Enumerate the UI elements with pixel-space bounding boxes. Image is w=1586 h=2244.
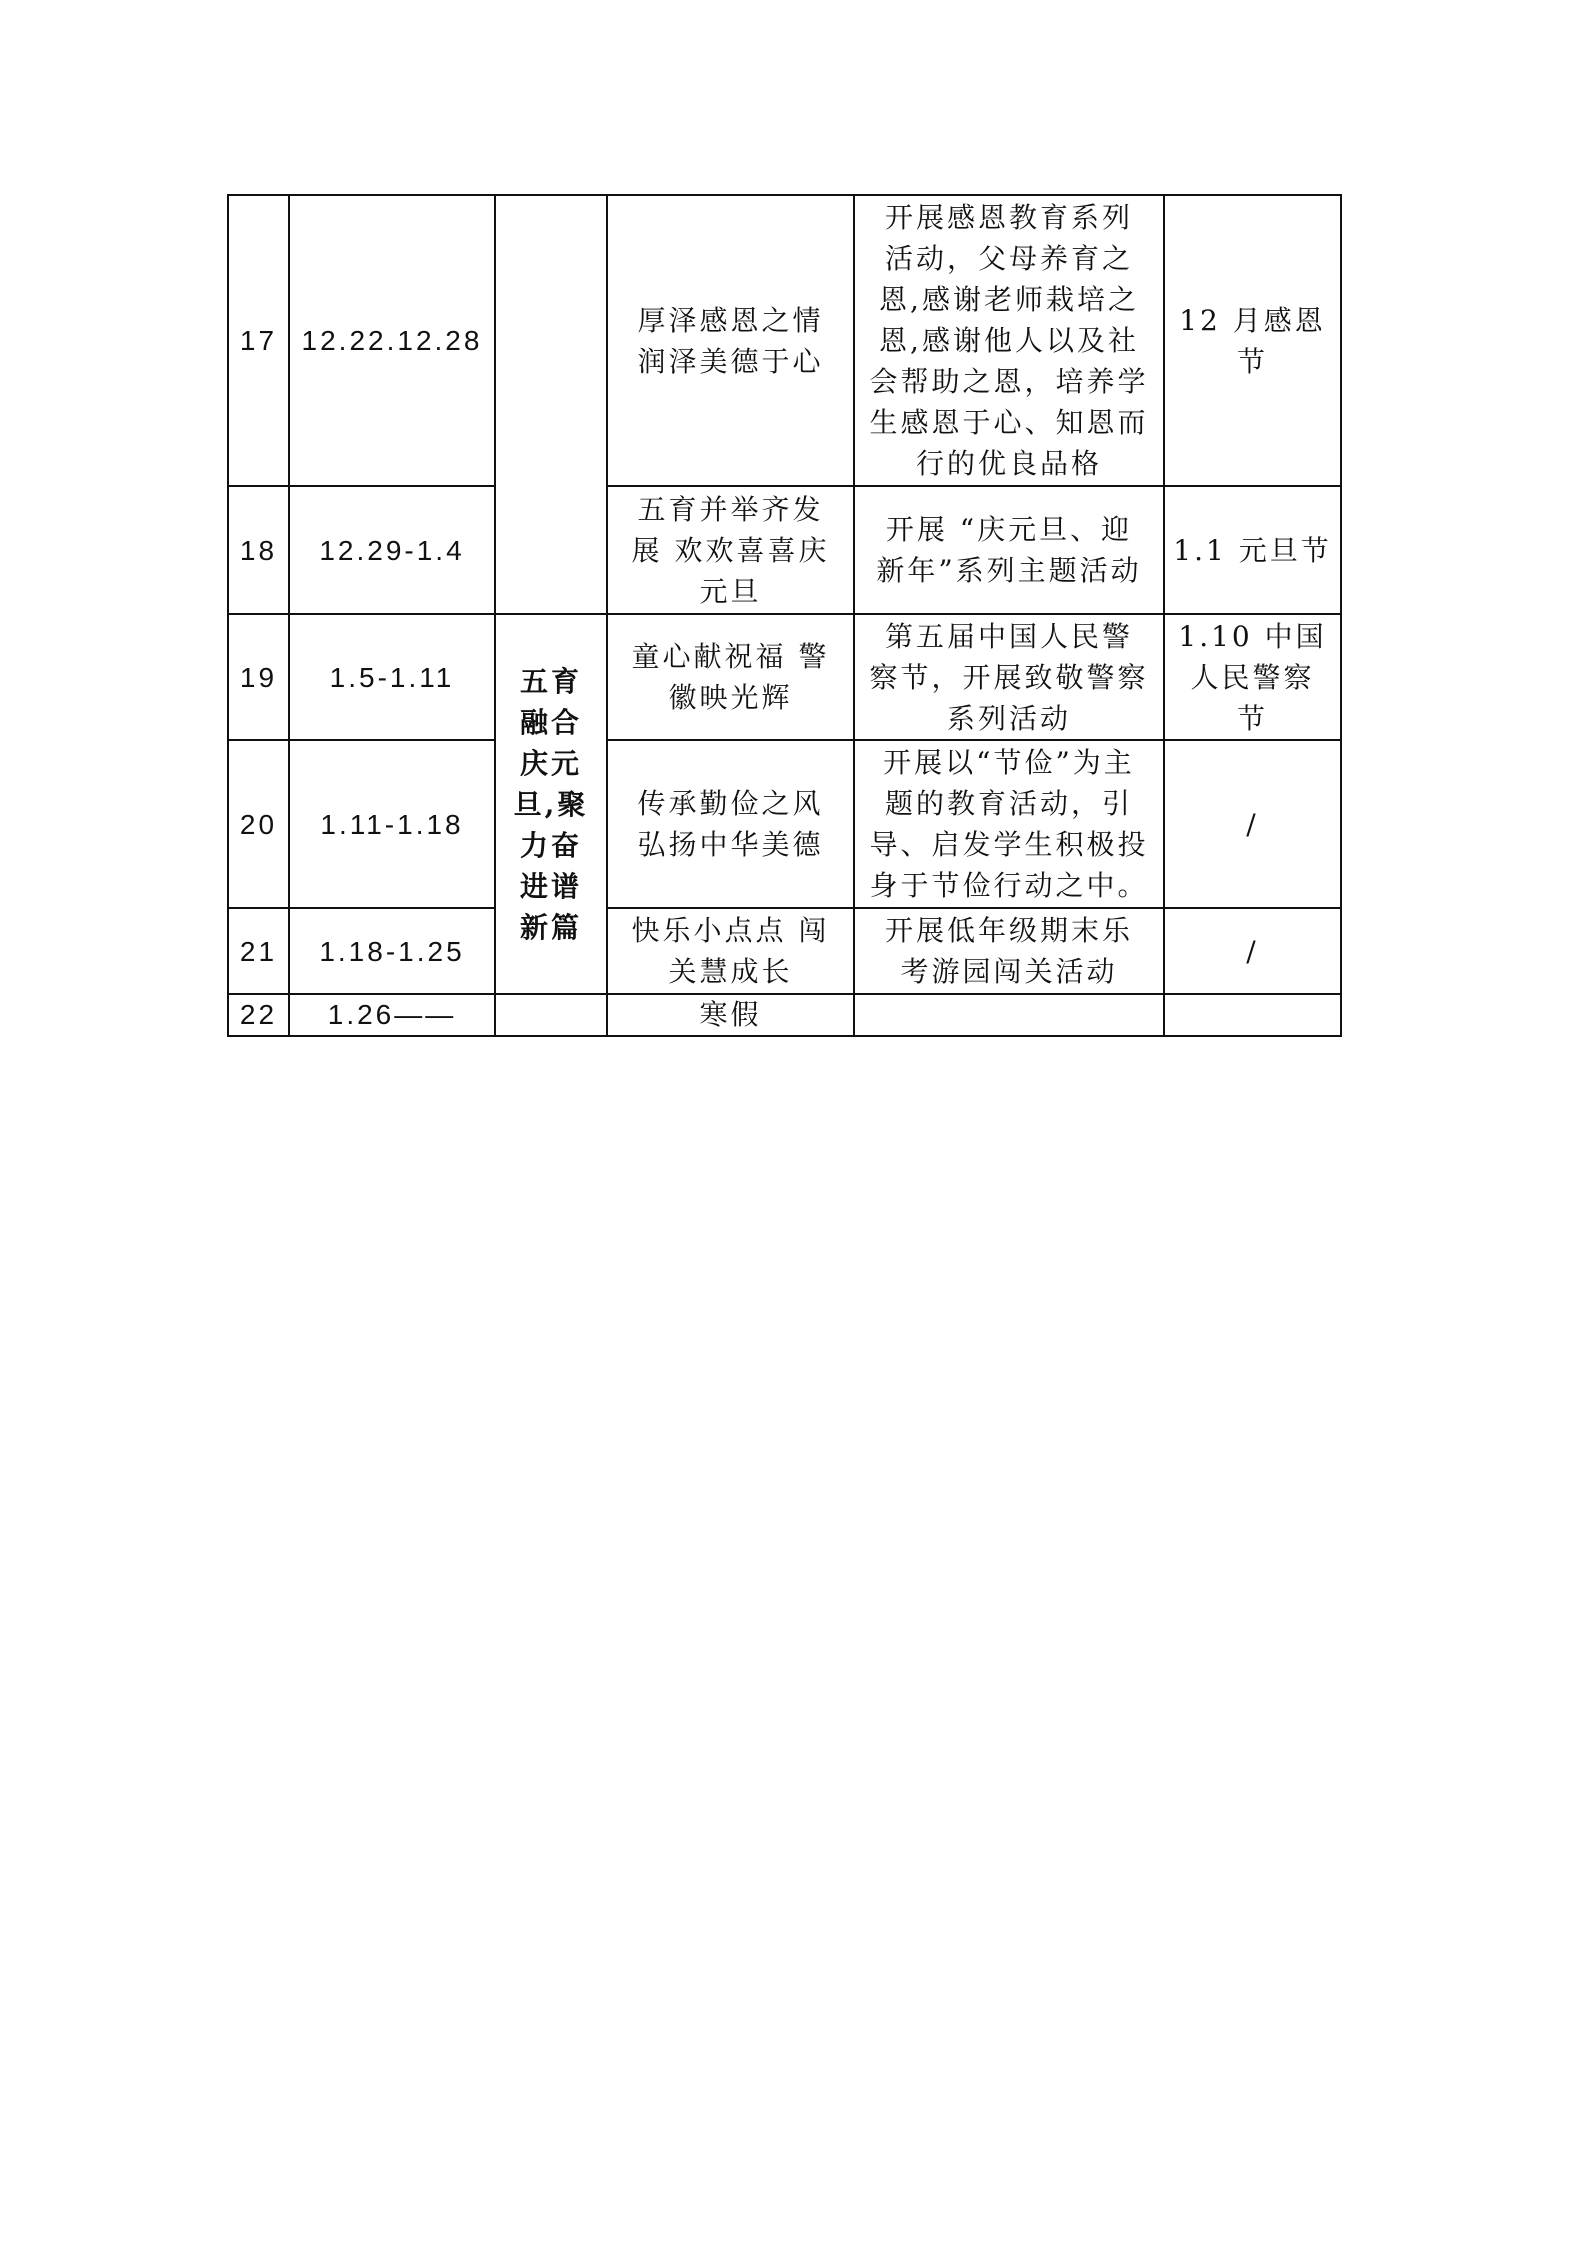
theme-cell — [495, 614, 607, 994]
topic-cell — [607, 614, 854, 740]
date-range-cell: 1.5-1.11 — [289, 614, 495, 740]
topic-text: 传承勤俭之风 弘扬中华美德 — [637, 787, 824, 861]
topic-text: 厚泽感恩之情 润泽美德于心 — [637, 303, 824, 378]
festival-cell — [1164, 994, 1341, 1036]
date-range-cell: 1.26—— — [289, 994, 495, 1036]
festival-cell — [1164, 486, 1341, 614]
festival-text: 1.10 中国 人民警察 节 — [1178, 619, 1327, 735]
week-number-cell: 17 — [228, 195, 289, 486]
festival-cell — [1164, 740, 1341, 908]
content-text: 开展低年级期末乐 考游园闯关活动 — [884, 914, 1133, 988]
content-text: 开展以“节俭”为主 题的教育活动，引 导、启发学生积极投 身于节俭行动之中。 — [869, 746, 1149, 902]
content-cell — [854, 195, 1164, 486]
week-number-cell: 20 — [228, 740, 289, 908]
theme-cell-empty — [495, 195, 607, 614]
festival-cell — [1164, 614, 1341, 740]
week-number-cell: 21 — [228, 908, 289, 994]
table-row — [228, 740, 1341, 908]
topic-text: 寒假 — [699, 998, 762, 1031]
table-row — [228, 195, 1341, 486]
festival-text: / — [1246, 934, 1259, 968]
week-number-cell: 18 — [228, 486, 289, 614]
topic-cell — [607, 994, 854, 1036]
theme-text: 五育 融合 庆元 旦,聚 力奋 进谱 新篇 — [513, 664, 589, 944]
week-number-cell: 19 — [228, 614, 289, 740]
topic-cell — [607, 486, 854, 614]
topic-cell — [607, 740, 854, 908]
content-cell — [854, 486, 1164, 614]
content-cell — [854, 614, 1164, 740]
festival-text: 12 月感恩 节 — [1179, 303, 1326, 378]
date-range-cell: 1.11-1.18 — [289, 740, 495, 908]
table-row — [228, 994, 1341, 1036]
topic-text: 五育并举齐发 展 欢欢喜喜庆 元旦 — [631, 492, 830, 608]
content-cell — [854, 908, 1164, 994]
festival-text: 1.1 元旦节 — [1173, 533, 1332, 567]
topic-text: 童心献祝福 警 徽映光辉 — [631, 640, 830, 714]
content-text: 开展 “庆元旦、迎 新年”系列主题活动 — [876, 513, 1142, 587]
topic-cell — [607, 195, 854, 486]
date-range-cell: 12.29-1.4 — [289, 486, 495, 614]
festival-cell — [1164, 908, 1341, 994]
topic-cell — [607, 908, 854, 994]
week-number-cell: 22 — [228, 994, 289, 1036]
date-range-cell: 1.18-1.25 — [289, 908, 495, 994]
content-cell — [854, 994, 1164, 1036]
festival-text: / — [1246, 807, 1259, 841]
festival-cell — [1164, 195, 1341, 486]
content-text: 第五届中国人民警 察节，开展致敬警察 系列活动 — [869, 619, 1149, 735]
table-row — [228, 908, 1341, 994]
topic-text: 快乐小点点 闯 关慧成长 — [631, 914, 830, 988]
content-text: 开展感恩教育系列 活动，父母养育之 恩,感谢老师栽培之 恩,感谢他人以及社 会帮助之恩，培养学 生感恩于心、知恩而 行的优良品格 — [869, 201, 1149, 480]
table-row — [228, 486, 1341, 614]
activity-schedule-table — [227, 194, 1342, 1037]
content-cell — [854, 740, 1164, 908]
date-range-cell: 12.22.12.28 — [289, 195, 495, 486]
table-row — [228, 614, 1341, 740]
theme-cell-empty — [495, 994, 607, 1036]
